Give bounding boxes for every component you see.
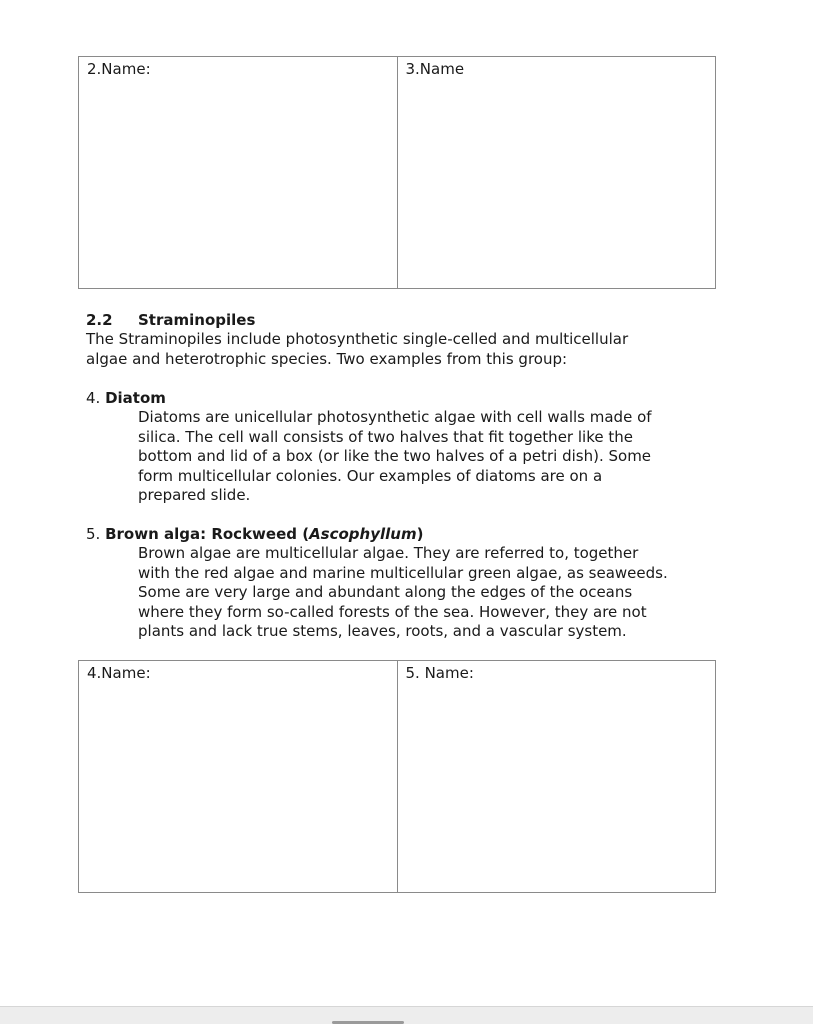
item-5-line-5: plants and lack true stems, leaves, roots, and a vascular system. xyxy=(138,622,627,640)
item-4-line-1: Diatoms are unicellular photosynthetic algae with cell walls made of xyxy=(138,408,652,426)
item-5-name: Brown alga: Rockweed (Ascophyllum) xyxy=(105,525,424,543)
name-box-4[interactable] xyxy=(79,661,397,892)
item-5-line-3: Some are very large and abundant along the edges of the oceans xyxy=(138,583,633,601)
bottom-toolbar xyxy=(0,1006,813,1024)
name-box-2[interactable] xyxy=(79,57,397,288)
item-4-line-2: silica. The cell wall consists of two halves that fit together like the xyxy=(138,427,633,446)
name-label-2: 2.Name: xyxy=(87,60,151,78)
item-5-line-2: with the red algae and marine multicellular green algae, as seaweeds. xyxy=(138,563,668,582)
name-label-3: 3.Name xyxy=(405,60,465,78)
name-table-top xyxy=(78,56,716,289)
item-5-line-4: where they form so-called forests of the sea. However, they are not xyxy=(138,602,647,621)
item-4-title xyxy=(86,388,166,408)
item-4-line-5: prepared slide. xyxy=(138,486,251,504)
section-intro-line-2: algae and heterotrophic species. Two examples from this group: xyxy=(86,349,568,368)
name-box-5[interactable] xyxy=(397,661,716,892)
item-4-line-4: form multicellular colonies. Our examples of diatoms are on a xyxy=(138,466,603,485)
item-5-genus: Ascophyllum xyxy=(309,525,417,543)
item-5-title xyxy=(86,524,423,544)
section-title: Straminopiles xyxy=(138,311,256,329)
name-box-3[interactable] xyxy=(397,57,716,288)
section-heading xyxy=(86,310,255,330)
section-intro-line-1: The Straminopiles include photosynthetic single-celled and multicellular xyxy=(86,330,629,348)
item-4-name: Diatom xyxy=(105,389,166,407)
name-label-5: 5. Name: xyxy=(405,664,474,682)
item-4-number: 4. xyxy=(86,389,101,407)
name-table-bottom xyxy=(78,660,716,893)
item-4-line-3: bottom and lid of a box (or like the two halves of a petri dish). Some xyxy=(138,447,652,465)
section-number: 2.2 xyxy=(86,311,113,329)
name-label-4: 4.Name: xyxy=(87,664,151,682)
item-5-line-1: Brown algae are multicellular algae. They are referred to, together xyxy=(138,544,639,562)
item-5-number: 5. xyxy=(86,525,101,543)
